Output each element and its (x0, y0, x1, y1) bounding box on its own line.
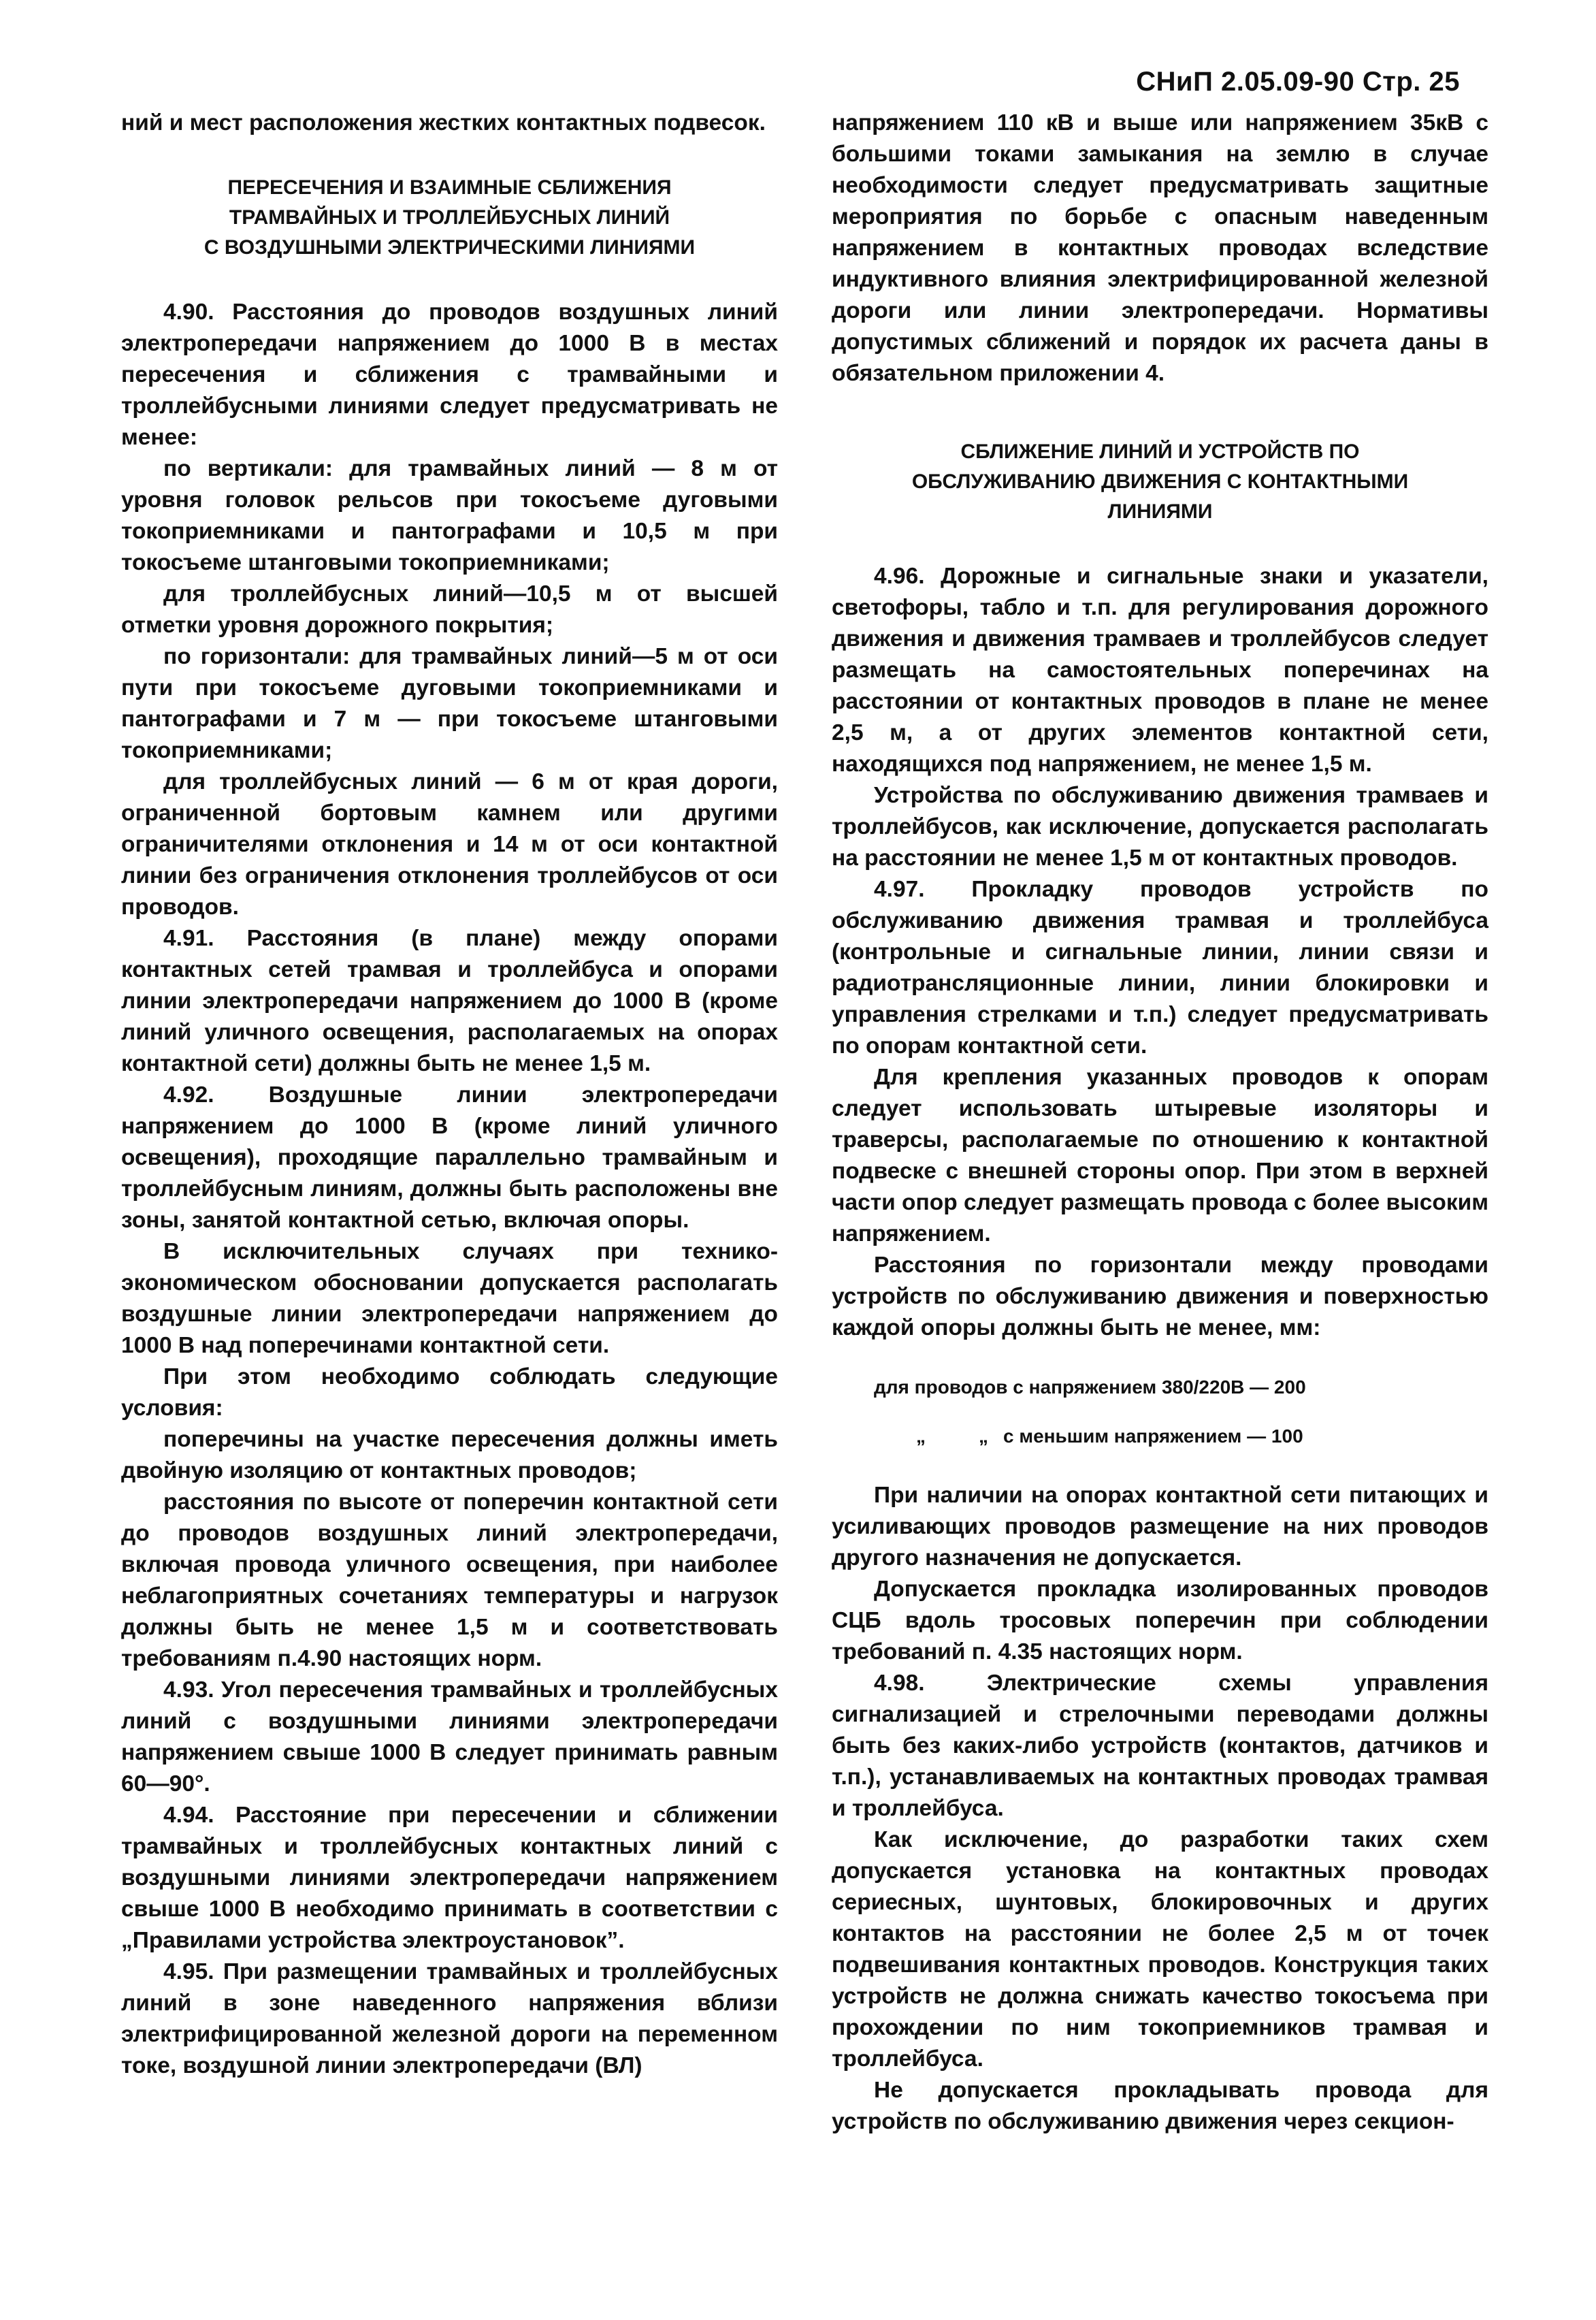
paragraph-4-92 (121, 1080, 778, 1236)
paragraph-4-92-b: При этом необходимо соблюдать следующие условия: (121, 1364, 778, 1421)
paragraph-4-92-a: В исключительных случаях при технико-экономическом обосновании допускается располагать воздушные линии электропередачи напряжением до 1000 В над поперечинами контактной сети. (121, 1239, 778, 1358)
clause-text: При размещении трамвайных и троллейбусных линий в зоне наведенного напряжения вблизи электрифицированной железной дороги на переменном токе, воздушной линии электропередачи (ВЛ) (121, 1959, 778, 2078)
clause-number: 4.97. (874, 877, 925, 902)
right-column (832, 108, 1488, 2138)
clause-text: Электрические схемы управления сигнализацией и стрелочными переводами должны быть без каких-либо устройств (контактов, датчиков и т.п.), устанавливаемых на контактных проводах трамвая и троллейбуса. (832, 1671, 1488, 1821)
clause-text: Расстояния до проводов воздушных линий электропередачи напряжением до 1000 В в местах пересечения и сближения с трамвайными и троллейбусными линиями следует предусматривать не менее: (121, 300, 778, 450)
clause-number: 4.90. (163, 300, 214, 325)
clause-number: 4.95. (163, 1959, 214, 1984)
paragraph-4-91 (121, 923, 778, 1080)
clause-number: 4.92. (163, 1082, 214, 1108)
paragraph-4-93 (121, 1675, 778, 1800)
paragraph-4-90-d: для троллейбусных линий — 6 м от края дороги, ограниченной бортовым камнем или другими ограничителями отклонения и 14 м от оси контактной линии без ограничения отклонения троллейбусов от оси проводов. (121, 769, 778, 920)
clause-text: Расстояния (в плане) между опорами контактных сетей трамвая и троллейбуса и опорами линии электропередачи напряжением до 1000 В (кроме линий уличного освещения, располагаемых на опорах контактной сети) должны быть не менее 1,5 м. (121, 926, 778, 1076)
paragraph-4-90-b: для троллейбусных линий—10,5 м от высшей отметки уровня дорожного покрытия; (121, 581, 778, 638)
clause-text: Дорожные и сигнальные знаки и указатели, светофоры, табло и т.п. для регулирования дорожного движения и движения трамваев и троллейбусов следует размещать на самостоятельных поперечинах на расстоянии от контактных проводов в плане не менее 2,5 м, а от других элементов контактной сети, находящихся под напряжением, не менее 1,5 м. (832, 564, 1488, 777)
paragraph-4-92-d: расстояния по высоте от поперечин контактной сети до проводов воздушных линий электропередачи, включая провода уличного освещения, при наиболее неблагоприятных сочетаниях температуры и нагрузок должны быть не менее 1,5 м и соответствовать требованиям п.4.90 настоящих норм. (121, 1489, 778, 1671)
paragraph-4-90-c: по горизонтали: для трамвайных линий—5 м от оси пути при токосъеме дуговыми токоприемниками и пантографами и 7 м — при токосъеме штанговыми токоприемниками; (121, 644, 778, 763)
clause-number: 4.98. (874, 1671, 925, 1696)
clause-number: 4.93. (163, 1677, 214, 1703)
page-header: СНиП 2.05.09-90 Стр. 25 (1136, 67, 1460, 97)
paragraph-4-92-c: поперечины на участке пересечения должны иметь двойную изоляцию от контактных проводов; (121, 1427, 778, 1483)
distance-list-item-1: для проводов с напряжением 380/220В — 200 (874, 1376, 1306, 1398)
clause-text: Прокладку проводов устройств по обслуживанию движения трамвая и троллейбуса (контрольные и сигнальные линии, линии связи и радиотрансляционные линии, линии блокировки и управления стрелками и т.п.) следует предусматривать по опорам контактной сети. (832, 877, 1489, 1059)
paragraph-4-97-b: Расстояния по горизонтали между проводами устройств по обслуживанию движения и поверхностью каждой опоры должны быть не менее, мм: (832, 1253, 1488, 1340)
clause-number: 4.91. (163, 926, 214, 951)
left-column (121, 108, 778, 2082)
clause-text: Угол пересечения трамвайных и троллейбусных линий с воздушными линиями электропередачи напряжением свыше 1000 В следует принимать равным 60—90°. (121, 1677, 779, 1797)
heading-line: С ВОЗДУШНЫМИ ЭЛЕКТРИЧЕСКИМИ ЛИНИЯМИ (203, 236, 696, 259)
section-heading-crossings (121, 173, 778, 263)
heading-line: ОБСЛУЖИВАНИЮ ДВИЖЕНИЯ С КОНТАКТНЫМИ (911, 470, 1409, 493)
continuation-paragraph: напряжением 110 кВ и выше или напряжением 35кВ с большими токами замыкания на землю в случае необходимости следует предусматривать защитные мероприятия по борьбе с опасным наведенным напряжением в контактных проводах вследствие индуктивного влияния электрифицированной железной дороги или линии электропередачи. Нормативы допустимых сближений и порядок их расчета даны в обязательном приложении 4. (832, 110, 1488, 386)
clause-number: 4.96. (874, 564, 925, 589)
paragraph-4-97-c: При наличии на опорах контактной сети питающих и усиливающих проводов размещение на них проводов другого назначения не допускается. (832, 1483, 1488, 1570)
intro-paragraph: ний и мест расположения жестких контактных подвесок. (121, 110, 766, 135)
distance-list-item-2 (832, 1421, 1488, 1451)
paragraph-4-96-a: Устройства по обслуживанию движения трамваев и троллейбусов, как исключение, допускается располагать на расстоянии не менее 1,5 м от контактных проводов. (832, 783, 1488, 871)
heading-line: СБЛИЖЕНИЕ ЛИНИЙ И УСТРОЙСТВ ПО (960, 440, 1360, 463)
paragraph-4-97 (832, 874, 1488, 1062)
paragraph-4-90 (121, 297, 778, 453)
paragraph-4-90-a: по вертикали: для трамвайных линий — 8 м от уровня головок рельсов при токосъеме дуговыми токоприемниками и пантографами и 10,5 м при токосъеме штанговыми токоприемниками; (121, 456, 778, 575)
paragraph-4-97-d: Допускается прокладка изолированных проводов СЦБ вдоль тросовых поперечин при соблюдении требований п. 4.35 настоящих норм. (832, 1577, 1488, 1664)
paragraph-4-98-a: Как исключение, до разработки таких схем допускается установка на контактных проводах сериесных, шунтовых, блокировочных и других контактов на расстоянии не более 2,5 м от точек подвешивания контактных проводов. Конструкция таких устройств не должна снижать качество токосъема при прохождении по ним токоприемников трамвая и троллейбуса. (832, 1827, 1488, 2072)
section-heading-approach (832, 437, 1488, 527)
clause-text: Воздушные линии электропередачи напряжением до 1000 В (кроме линий уличного освещения), проходящие параллельно трамвайным и троллейбусным линиям, должны быть расположены вне зоны, занятой контактной сетью, включая опоры. (121, 1082, 778, 1233)
paragraph-4-98-b: Не допускается прокладывать провода для устройств по обслуживанию движения через секцион- (832, 2078, 1488, 2134)
clause-text: Расстояние при пересечении и сближении трамвайных и троллейбусных контактных линий с воздушными линиями электропередачи напряжением свыше 1000 В необходимо принимать в соответствии с „Правилами устройства электроустановок”. (121, 1803, 778, 1953)
paragraph-4-95 (121, 1956, 778, 2082)
paragraph-4-96 (832, 561, 1488, 780)
list-text: с меньшим напряжением — 100 (1003, 1425, 1303, 1447)
heading-line: ТРАМВАЙНЫХ И ТРОЛЛЕЙБУСНЫХ ЛИНИЙ (229, 206, 670, 229)
heading-line: ПЕРЕСЕЧЕНИЯ И ВЗАИМНЫЕ СБЛИЖЕНИЯ (227, 176, 672, 199)
clause-number: 4.94. (163, 1803, 214, 1828)
paragraph-4-98 (832, 1668, 1488, 1824)
paragraph-4-94 (121, 1800, 778, 1956)
heading-line: ЛИНИЯМИ (1107, 500, 1213, 523)
paragraph-4-97-a: Для крепления указанных проводов к опорам следует использовать штыревые изоляторы и траверсы, располагаемые по отношению к контактной подвеске с внешней стороны опор. При этом в верхней части опор следует размещать провода с более высоким напряжением. (832, 1065, 1488, 1246)
ditto-mark: „ (979, 1425, 988, 1447)
ditto-mark: „ (916, 1425, 926, 1447)
